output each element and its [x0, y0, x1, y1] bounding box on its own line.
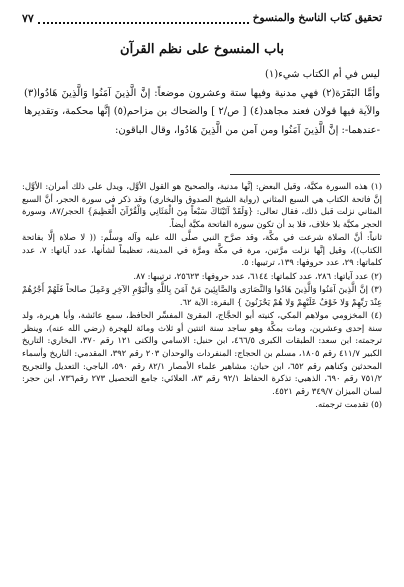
footnote: (١) هذه السورة مكيَّة، وقيل البعض: إنَّها مدنية، والصحيح هو القول الأوَّل، ويدل على ذلك أمران: الأوَّل: إنَّ فاتحة الكتاب هي السبع المثاني (رواية الشيخ الصدوق والبخاري) وقد ذكر في سورة الحجر، أنَّ السبع المثاني نزلت قبل ذلك، فقال تعالى: {وَلَقَدْ آتَيْنَاكَ سَبْعاً مِنَ الْمَثَانِي وَالْقُرْآنَ الْعَظِيمَ} الحجر/٨٧، وسورة الحجر مكيَّة بلا خلاف، فلا بد أن تكون سورة الفاتحة مكيَّة أيضاً. — [22, 181, 382, 229]
footnote: (٣) إنَّ الَّذِينَ آمَنُوا وَالَّذِينَ هَادُوا وَالنَّصَارَى وَالصَّابِئِينَ مَنْ آمَنَ بِاللَّهِ وَالْيَوْمِ الآخِرِ وَعَمِلَ صالحاً فَلَهُمْ أَجْرُهُمْ عِنْدَ رَبِّهِمْ وَلا خَوْفٌ عَلَيْهِمْ وَلا هُمْ يَحْزَنُونَ } البقرة: الآية ٦٢. — [22, 284, 382, 307]
body-paragraph: وأمَّا البَقَرَة(٢) فهي مدنية وفيها ستة وعشرون موضعاً: إنَّ الَّذِينَ آمَنُوا وَالَّذِينَ هَادُوا(٣) والآية فيها قولان فعند مجاهد(٤) [ ص/٢ ] والضحاك بن مزاحم(٥) إنَّها محكمة، وتقديرها -عندهما-: إنَّ الَّذِينَ آمَنُوا ومن آمن من الَّذِينَ هَادُوا، وقال الباقون: — [24, 87, 380, 136]
running-header — [22, 8, 382, 28]
footnote-separator — [230, 174, 380, 175]
chapter-heading: باب المنسوخ على نظم القرآن — [120, 42, 284, 57]
running-title: تحقيق كتاب الناسخ والمنسوخ — [252, 12, 382, 24]
footnote: (٤) المخزومي مولاهم المكي، كنيته أبو الحجَّاج، المقرئ المفسِّر الحافظ، سمع عائشة، وأبا هريرة، ولد سنة إحدى وعشرين، ومات بمكَّة وهو ساجد سنة اثنتين أو ثلاث ومائة للهجرة (رضي الله عنه)، وينظر ترجمته: ابن سعد: الطبقات الكبرى ٤٦٦/٥، ابن حنبل: الاسامي والكنى ١٢١ رقم ٣٧٠، البخاري: التاريخ الكبير ٤١١/٧ رقم ١٨٠٥، مسلم بن الحجاج: المنفردات والوحدان ٢٠٣ رقم ٣٩٢، المقدمي: التاريخ وأسماء المحدثين وكناهم رقم ٦٥٢، ابن حبان: مشاهير علماء الأمصار ٨٢/١ رقم ٥٩٠، الباجي: التعديل والتجريح ٧٥١/٢ رقم ٦٩٠، الذهبي: تذكرة الحفاظ ٩٢/١ رقم ٨٣، العلائي: جامع التحصيل ٢٧٣ رقم٧٣٦، ابن حجر: لسان الميزان ٣٤٩/٧ رقم ٤٥٢١. — [22, 310, 383, 396]
page-number: ٧٧ — [22, 11, 34, 25]
footnote: (٥) تقدمت ترجمته. — [315, 399, 382, 410]
header-dot-leader — [38, 13, 249, 24]
footnote: (٢) عدد آياتها: ٢٨٦، عدد كلماتها: ٦١٤٤، عدد حروفها: ٢٥٦٢٣، ترتيبها: ٨٧. — [133, 270, 382, 281]
main-text — [24, 66, 380, 140]
footnotes — [22, 180, 382, 411]
footnote: ثانياً: أنَّ الصلاة شرعت في مكَّة، وقد صرَّح النبي صلَّى الله عليه وآله وسلَّم: (( لا صلاة إلَّا بفاتحة الكتاب))، وقيل إنَّها نزلت مرَّتين، مرة في مكَّة ومرَّة في المدينة، تعظيماً لشأنها، عدد آياتها: ٧، عدد كلماتها: ٢٩، عدد حروفها: ١٣٩، ترتيبها: ٥. — [22, 232, 382, 268]
body-paragraph: ليس في أم الكتاب شيء(١) — [264, 69, 380, 80]
